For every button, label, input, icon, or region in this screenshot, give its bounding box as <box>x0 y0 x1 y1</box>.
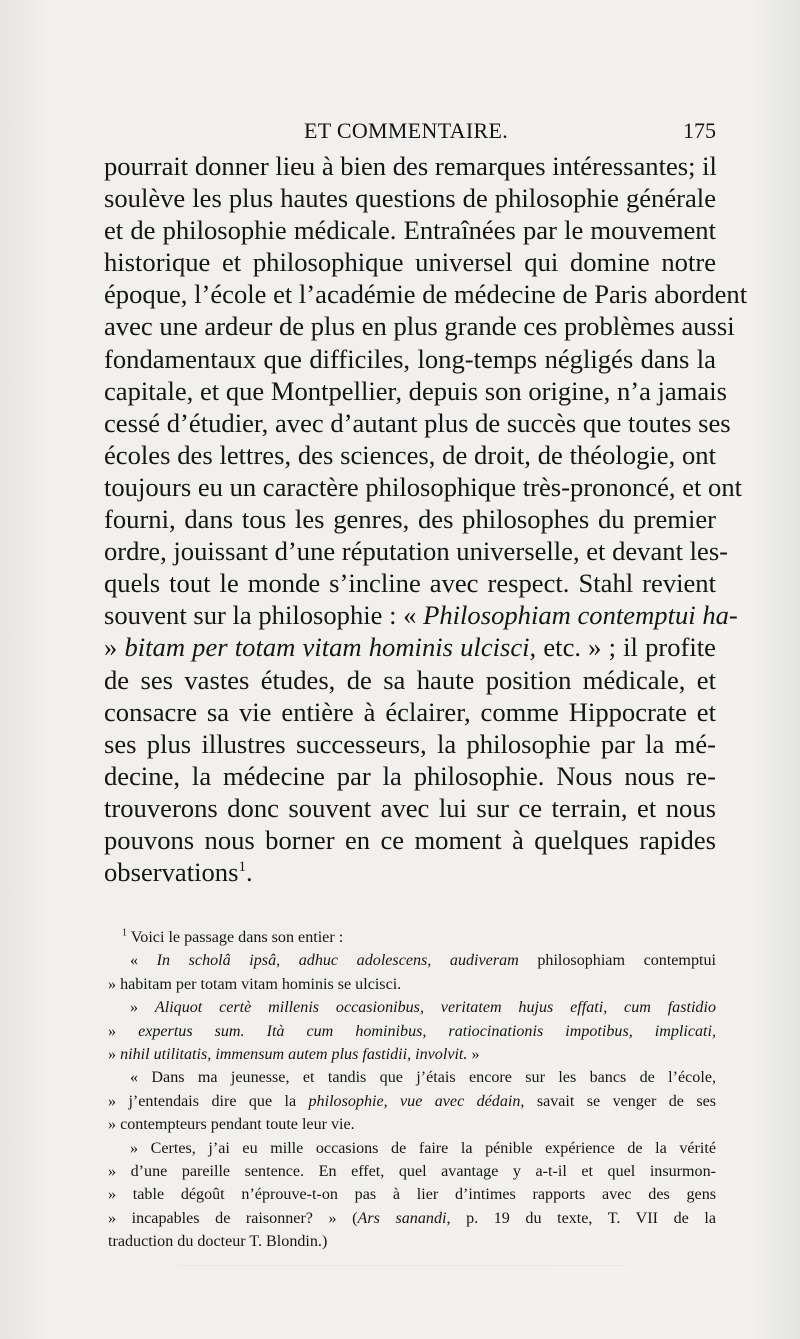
body-line: pouvons nous borner en ce moment à quelques rapides <box>104 824 716 855</box>
body-line: avec une ardeur de plus en plus grande ces problèmes aussi <box>104 311 735 342</box>
footnote-line: » Certes, j’ai eu mille occasions de faire la pénible expérience de la vérité <box>130 1139 716 1157</box>
body-text: observations <box>104 857 239 888</box>
body-line: fondamentaux que difficiles, long-temps négligés dans la <box>104 343 716 374</box>
bleed-through-artifact <box>180 1265 630 1286</box>
body-line: écoles des lettres, des sciences, de droit, de théologie, ont <box>104 439 716 470</box>
quote-mark: » <box>108 1022 139 1040</box>
italic-latin-quote: bitam per totam vitam hominis ulcisci, <box>124 632 537 663</box>
running-head <box>104 116 716 146</box>
main-text <box>104 150 748 888</box>
quote-continuation-mark: » <box>104 632 125 663</box>
footnote-line <box>108 996 716 1019</box>
body-text: souvent sur la philosophie : « <box>104 600 424 631</box>
body-line: capitale, et que Montpellier, depuis son origine, n’a jamais <box>104 375 727 406</box>
footnote-line <box>108 1207 716 1230</box>
body-line: consacre sa vie entière à éclairer, comme Hippocrate et <box>104 696 716 727</box>
footnote-line: « Dans ma jeunesse, et tandis que j’étais encore sur les bancs de l’école, <box>130 1069 716 1087</box>
body-line: fourni, dans tous les genres, des philosophes du premier <box>104 504 716 535</box>
body-line: et de philosophie médicale. Entraînées par le mouvement <box>104 215 716 246</box>
footnote-text: » j’entendais dire que la <box>108 1092 309 1110</box>
body-line: trouverons donc souvent avec lui sur ce terrain, et nous <box>104 792 716 823</box>
body-last-line <box>104 856 716 888</box>
footnote-text: » incapables de raisonner? » ( <box>108 1209 358 1227</box>
italic-french-text: philosophie, vue avec dédain <box>308 1092 521 1110</box>
body-line: pourrait donner lieu à bien des remarques intéressantes; il <box>104 151 717 181</box>
quote-mark: » <box>108 1046 121 1064</box>
body-line-with-italic <box>104 631 716 663</box>
body-line: quels tout le monde s’incline avec respect. Stahl revient <box>104 568 716 599</box>
italic-latin-text: nihil utilitatis, immensum autem plus fastidii, involvit. <box>120 1046 468 1064</box>
quote-mark: « <box>130 952 157 970</box>
body-line: soulève les plus hautes questions de philosophie générale <box>104 183 716 214</box>
italic-latin-text: In scholâ ipsâ, adhuc adolescens, audiveram <box>156 952 519 970</box>
running-title: ET COMMENTAIRE. <box>304 118 508 143</box>
page-number: 175 <box>683 118 716 143</box>
body-line: ses plus illustres successeurs, la philosophie par la mé- <box>104 728 716 759</box>
italic-latin-text: expertus sum. Ità cum hominibus, ratiocinationis impotibus, implicati, <box>138 1022 716 1040</box>
body-text: etc. » ; il profite <box>536 632 716 663</box>
footnote-line: traduction du docteur T. Blondin.) <box>108 1233 328 1251</box>
body-line: historique et philosophique universel qui domine notre <box>104 247 716 278</box>
footnote-line: » contempteurs pendant toute leur vie. <box>108 1116 355 1134</box>
body-line: toujours eu un caractère philosophique très-prononcé, et ont <box>104 471 743 502</box>
italic-title-text: Ars sanandi <box>357 1209 447 1227</box>
footnote-line <box>108 1043 716 1066</box>
footnote-text: , p. 19 du texte, T. VII de la <box>446 1209 716 1227</box>
footnote-intro-line <box>108 926 716 949</box>
footnote-text: philosophiam contemptui <box>518 952 716 970</box>
body-line: de ses vastes études, de sa haute position médicale, et <box>104 664 716 695</box>
footnote-marker: 1 <box>122 927 127 939</box>
footnotes <box>108 926 716 1254</box>
body-line: ordre, jouissant d’une réputation universelle, et devant les- <box>104 536 729 567</box>
footnote-line: » habitam per totam vitam hominis se ulcisci. <box>108 975 402 993</box>
quote-mark: » <box>467 1046 480 1064</box>
footnote-line: » table dégoût n’éprouve-t-on pas à lier d’intimes rapports avec des gens <box>108 1186 716 1204</box>
body-line: decine, la médecine par la philosophie. Nous nous re- <box>104 760 716 791</box>
quote-mark: » <box>130 999 155 1017</box>
italic-latin-quote: Philosophiam contemptui ha- <box>423 600 738 631</box>
footnote-line: » d’une pareille sentence. En effet, quel avantage y a-t-il et quel insurmon- <box>108 1163 716 1181</box>
body-line: époque, l’école et l’académie de médecine de Paris abordent <box>104 279 748 310</box>
footnote-text: Voici le passage dans son entier : <box>130 929 344 946</box>
body-line-with-italic <box>104 599 738 631</box>
footnote-line <box>108 1020 716 1043</box>
footnote-text: , savait se venger de ses <box>520 1092 716 1110</box>
body-text: . <box>245 857 253 888</box>
body-line: cessé d’étudier, avec d’autant plus de succès que toutes ses <box>104 407 731 438</box>
italic-latin-text: Aliquot certè millenis occasionibus, veritatem hujus effati, cum fastidio <box>154 999 716 1017</box>
footnote-line <box>108 949 716 972</box>
footnote-reference: 1 <box>238 859 246 876</box>
footnote-line <box>108 1090 716 1113</box>
